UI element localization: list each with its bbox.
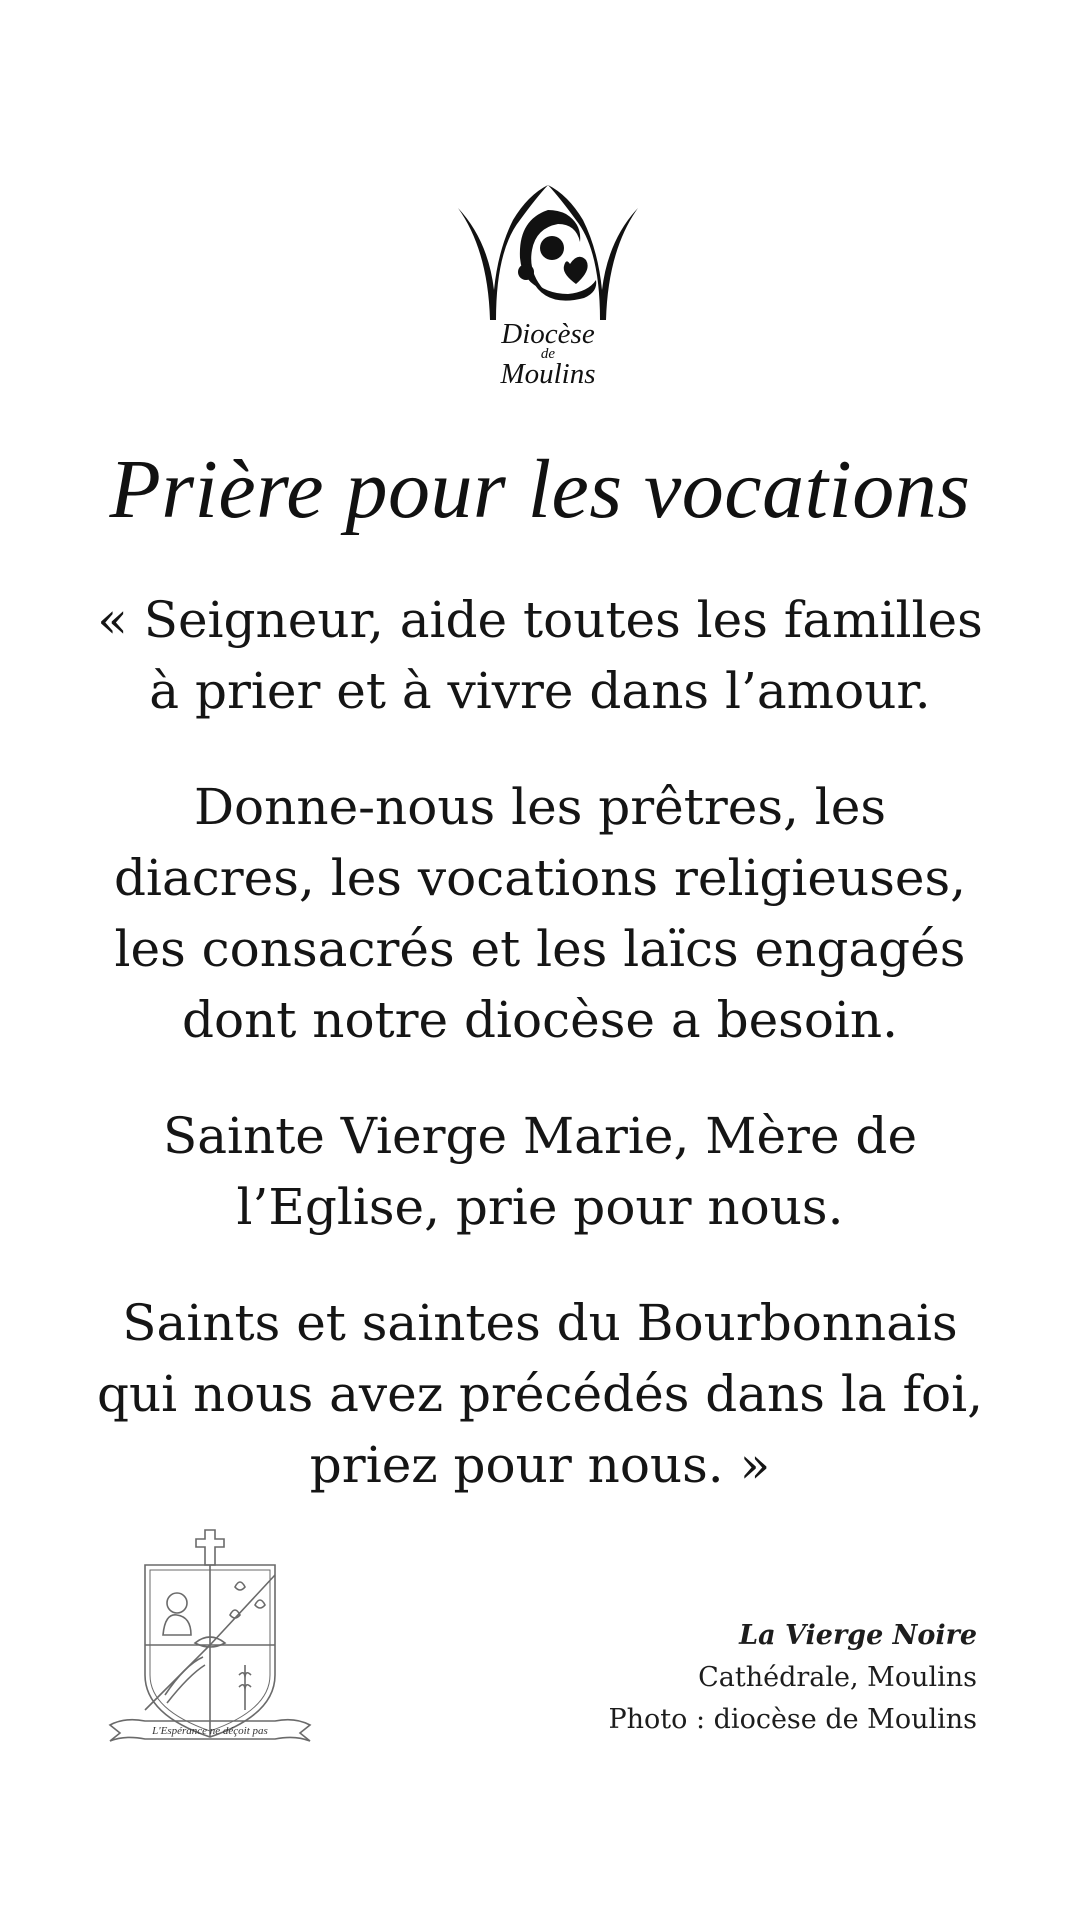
prayer-paragraph: Saints et saintes du Bourbonnais qui nous avez précédés dans la foi, priez pour nous. » [96, 1294, 984, 1494]
caption-title: La Vierge Noire [739, 1620, 977, 1651]
crest-motto: L'Espérance ne déçoit pas [152, 1725, 268, 1737]
page-title: Prière pour les vocations [109, 443, 971, 536]
prayer-text [90, 585, 990, 1546]
diocese-logo [458, 180, 638, 410]
prayer-paragraph: Sainte Vierge Marie, Mère de l’Eglise, prie pour nous. [162, 1107, 918, 1236]
coat-of-arms [105, 1525, 315, 1750]
caption-place: Cathédrale, Moulins [698, 1662, 977, 1693]
logo-text-diocese: Diocèse [501, 318, 595, 350]
logo-text-moulins: Moulins [500, 358, 596, 390]
virgin-and-child-icon [458, 180, 638, 320]
prayer-paragraph: Donne-nous les prêtres, les diacres, les vocations religieuses, les consacrés et les laïcs engagés dont notre diocèse a besoin. [113, 778, 967, 1049]
photo-caption [457, 1615, 977, 1741]
caption-credit: Photo : diocèse de Moulins [608, 1704, 977, 1735]
logo-text-de: de [540, 346, 556, 362]
coat-of-arms-icon [105, 1525, 315, 1750]
prayer-paragraph: « Seigneur, aide toutes les familles à prier et à vivre dans l’amour. [97, 591, 983, 720]
